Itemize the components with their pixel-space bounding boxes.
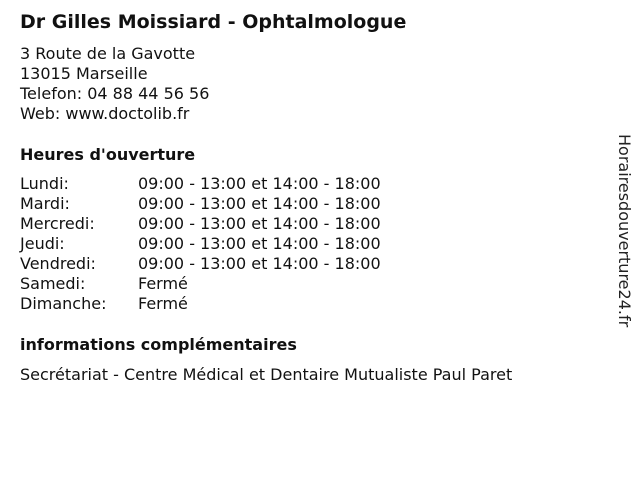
hours-time: Fermé [138,274,188,293]
hours-day: Jeudi: [20,234,65,253]
page-title: Dr Gilles Moissiard - Ophtalmologue [20,11,407,33]
hours-time: 09:00 - 13:00 et 14:00 - 18:00 [138,254,381,273]
info-text: Secrétariat - Centre Médical et Dentaire Mutualiste Paul Paret [20,365,513,384]
hours-day: Mardi: [20,194,70,213]
address-street: 3 Route de la Gavotte [20,44,196,63]
hours-row-mardi [20,194,381,214]
hours-time: Fermé [138,294,188,313]
hours-day: Vendredi: [20,254,96,273]
address-block [20,44,209,124]
hours-day: Mercredi: [20,214,95,233]
hours-time: 09:00 - 13:00 et 14:00 - 18:00 [138,214,381,233]
address-city: 13015 Marseille [20,64,148,83]
watermark-text: Horairesdouverture24.fr [615,134,634,328]
address-phone: Telefon: 04 88 44 56 56 [20,84,210,103]
hours-time: 09:00 - 13:00 et 14:00 - 18:00 [138,194,381,213]
info-heading: informations complémentaires [20,335,297,354]
hours-day: Samedi: [20,274,86,293]
hours-row-vendredi [20,254,381,274]
address-web: Web: www.doctolib.fr [20,104,190,123]
hours-row-dimanche [20,294,381,314]
hours-row-mercredi [20,214,381,234]
hours-heading: Heures d'ouverture [20,145,196,164]
hours-time: 09:00 - 13:00 et 14:00 - 18:00 [138,234,381,253]
hours-row-lundi [20,174,381,194]
hours-time: 09:00 - 13:00 et 14:00 - 18:00 [138,174,381,193]
hours-row-jeudi [20,234,381,254]
hours-row-samedi [20,274,381,294]
hours-day: Dimanche: [20,294,107,313]
opening-hours-list [20,174,381,314]
hours-day: Lundi: [20,174,69,193]
